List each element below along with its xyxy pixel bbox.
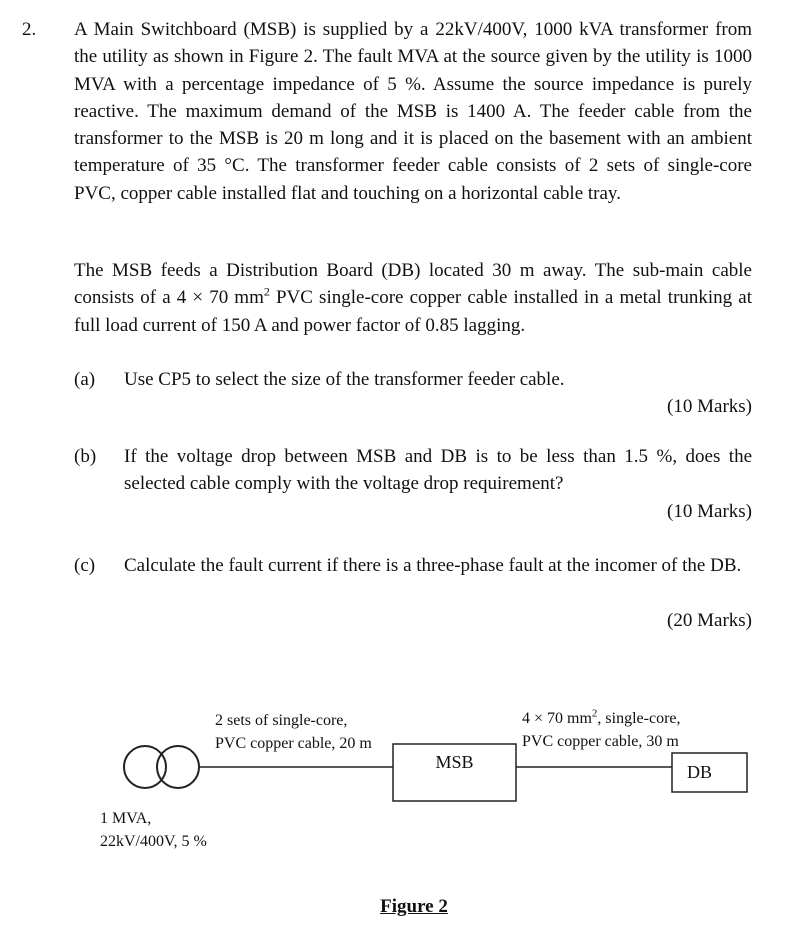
question-paragraph-1: A Main Switchboard (MSB) is supplied by a 22kV/400V, 1000 kVA transformer from the utility as shown in Figure 2. The fault MVA at the source given by the utility is 1000 MVA with a percentage impedance of 5 %. Assume the source impedance is purely reactive. The maximum demand of the MSB is 1400 A. The feeder cable from the transformer to the MSB is 20 m long and it is placed on the basement with an ambient temperature of 35 °C. The transformer feeder cable consists of 2 sets of single-core PVC, copper cable installed flat and touching on a horizontal cable tray. (74, 19, 752, 204)
transformer-rating-label (100, 807, 207, 853)
sub-main-label-text-end: , single-core, (597, 710, 681, 727)
sub-main-cable-label-line-2: PVC copper cable, 30 m (522, 733, 679, 750)
db-label: DB (686, 762, 712, 782)
part-c-text: Calculate the fault current if there is a three-phase fault at the incomer of the DB. (124, 555, 742, 576)
question-number: 2. (22, 19, 37, 40)
paragraph-2-text-start: The MSB feeds a Distribution Board (DB) located 30 m away. The sub-main cable consists of a 4 × 70 mm (74, 260, 752, 309)
paragraph-2-text-end: PVC single-core copper cable installed in a metal trunking at full load current of 150 A and power factor of 0.85 lagging. (74, 287, 752, 336)
transformer-rating-line-2: 22kV/400V, 5 % (100, 833, 207, 850)
part-a-text: Use CP5 to select the size of the transformer feeder cable. (124, 369, 565, 390)
question-paragraph-2 (74, 257, 752, 339)
paragraph-2-superscript: 2 (263, 284, 270, 299)
msb-label: MSB (435, 752, 474, 772)
part-a (74, 366, 752, 393)
part-b (74, 443, 752, 498)
figure-caption: Figure 2 (380, 896, 448, 917)
feeder-cable-label (215, 709, 372, 755)
part-a-label: (a) (74, 369, 96, 390)
feeder-cable-label-line-2: PVC copper cable, 20 m (215, 735, 372, 752)
part-c-label: (c) (74, 555, 96, 576)
transformer-rating-line-1: 1 MVA, (100, 810, 152, 827)
transformer-secondary-winding-icon (157, 746, 199, 788)
part-a-marks: (10 Marks) (667, 396, 752, 417)
sub-main-label-text-start: 4 × 70 mm (522, 710, 592, 727)
part-b-text: If the voltage drop between MSB and DB is to be less than 1.5 %, does the selected cable comply with the voltage drop requirement? (124, 446, 752, 495)
part-b-marks: (10 Marks) (667, 501, 752, 522)
feeder-cable-label-line-1: 2 sets of single-core, (215, 712, 348, 729)
figure-2-diagram (0, 680, 793, 880)
sub-main-cable-label (522, 707, 681, 753)
sub-main-cable-label-line-1 (522, 707, 681, 730)
part-b-label: (b) (74, 446, 97, 467)
part-c-marks: (20 Marks) (667, 610, 752, 631)
part-c (74, 552, 752, 579)
transformer-primary-winding-icon (124, 746, 166, 788)
sub-main-label-superscript: 2 (591, 707, 598, 720)
